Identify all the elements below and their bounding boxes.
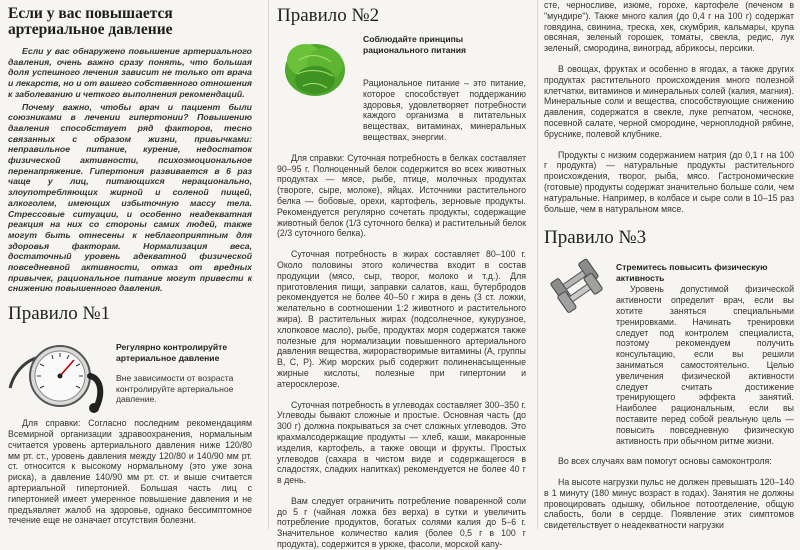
rule-1-body: Для справки: Согласно последним рекомендациям Всемирной организации здравоохранения, нормальным считается уровень артериального давления ниже 120/80 мм рт. ст., уровень давления между 120/80 и 140/90 мм рт. ст. относится к высокому нормальному (это уже зона риска), а давление 140/90 мм рт. ст. и выше считается артериальной гипертонией. Большая часть лиц с гипертонией имеет умеренное повышение давления и не предъявляет жалоб на здоровье, однако бессимптомное течение еще не означает отсутствия болезни. [8,418,252,526]
intro-paragraph-1: Если у вас обнаружено повышение артериального давления, очень важно сразу понять, что большая доля успешного лечения зависит не только от врача и лекарств, но и от вашего собственного отношения к заболеванию и четкого выполнения рекомендаций. [8,46,252,99]
page-title: Если у вас повышается артериальное давление [8,5,173,38]
rule-1-title: Правило №1 [8,303,111,325]
self-control-paragraph: Во всех случаях вам помогут основы самоконтроля: [558,456,772,467]
rule-2-title: Правило №2 [277,5,380,26]
salt-paragraph: Вам следует ограничить потребление поваренной соли до 5 г (чайная ложка без верха) в сутки и увеличить потребление продуктов, богатых солями калия до 5–6 г. Значительное количество калия (более 0,5 г в 100 г продукта), содержится в урюке, фасоли, морской капу- [277,495,526,550]
lettuce-icon [277,30,353,104]
rule-3-body: Уровень допустимой физической активности определит врач, если вы хотите заняться специальными тренировками. Начинать тренировки следует под контролем специалиста, поэтому рекомендуем получить консультацию, если вы решили заниматься самостоятельно. Целью увеличения физической активности следует считать достижение тренирующего эффекта занятий. Наиболее рациональным, если вы поставите перед собой реальную цель — повысить повседневную физическую активность при обычном ритме жизни. [616,284,794,446]
rule-1-subtext: Вне зависимости от возраста контролируйте артериальное давление. [116,373,234,405]
dumbbells-icon [544,250,610,314]
fat-paragraph: Суточная потребность в жирах составляет 80–100 г. Около половины этого количества входит в состав продукции (мясо, сыр, творог, молоко и т.д.). Для приготовления пищи, заправки салатов, каш, бутербродов рекомендуется не более 40–50 г жира в день (3 ст. ложки, желательно в соотношении 1:2 животного и растительного жира). В растительных жирах (подсолнечное, кукурузное, хлопковое масло), рыбе, продуктах моря содержатся также полезные для нормализации повышенного артериального давления вещества, жирорастворимые витамины (А, группы В, С, Р). Жир морских рыб содержит полиненасыщенные жирные кислоты, полезные при гипертонии и атеросклерозе. [277,249,526,389]
carbohydrate-paragraph: Суточная потребность в углеводах составляет 300–350 г. Углеводы бывают сложные и простые. Основная часть (до 300 г) должна покрываться за счет сложных углеводов. Это крахмалсодержащие продукты — хлеб, каши, макаронные изделия, картофель, а также овощи и фрукты. Простых углеводов (сахара в чистом виде и содержащегося в сладостях, сладких напитках) рекомендуется не более 40 г в день. [277,399,526,486]
intro-paragraph-2: Почему важно, чтобы врач и пациент были союзниками в лечении гипертонии? Повышению давления способствует ряд факторов, тесно связанных с образом жизни, привычками: неправильное питание, курение, недостаток физической активности, психоэмоциональное перенапряжение. Гипертония развивается в 6 раз чаще у лиц, питающихся нерационально, злоупотребляющих жирной и соленой пищей, алкоголем, имеющих избыточную массу тела. Стрессовые ситуации, и особенно неадекватная реакция на них со стороны самих людей, также могут быть отнесены к неблагоприятным для здоровья факторам. Нормализация веса, достаточный уровень адекватной физической повседневной активности, отказ от вредных привычек, рациональное питание могут привести к снижению повышенного давления. [8,101,252,294]
column-3 [537,0,800,529]
low-sodium-paragraph: Продукты с низким содержанием натрия (до 0,1 г на 100 г продукта) — натуральные продукты растительного происхождения, творог, рыба, мясо. Гастрономические (готовые) продукты содержат значительно больше соли, чем натуральные. Например, в колбасе и сыре соли в 10–15 раз больше, чем в натуральном мясе. [544,149,794,214]
rule-2-heading: Соблюдайте принципы рационального питания [363,34,467,55]
protein-paragraph: Для справки: Суточная потребность в белках составляет 90–95 г. Полноценный белок содержится во всех животных продуктах — мясе, рыбе, птице, молочных продуктах (твороге, сыре, молоке), яйцах. Источники растительного белка — бобовые, орехи, картофель, зерновые продукты. Рекомендуется регулярно сочетать продукты, содержащие животный белок (1/3 суточного белка) и растительный белок (2/3 суточного белка). [277,152,526,239]
potassium-paragraph: сте, черносливе, изюме, горохе, картофеле (печеном в "мундире"). Также много калия (до 0,4 г на 100 г) содержат говядина, свинина, треска, хек, скумбрия, кальмары, крупа овсяная, зеленый горошек, томаты, свекла, редис, лук зеленый, смородина, виноград, абрикосы, персики. [544,0,794,54]
tonometer-icon [8,328,112,414]
column-1 [0,0,260,529]
rule-3-title: Правило №3 [544,227,647,249]
vegetables-paragraph: В овощах, фруктах и особенно в ягодах, а также других продуктах растительного происхождения много полезной клетчатки, витаминов и минеральных солей (калия, магния). Минеральные соли и вещества, способствующие снижению давления, содержатся в свекле, луке репчатом, чесноке, посевной салате, черной смородине, черноплодной рябине, бруснике, полевой клубнике. [544,63,794,139]
rule-1-heading: Регулярно контролируйте артериальное давление [116,342,228,363]
rule-2-intro: Рациональное питание – это питание, которое способствует поддержанию здоровья, удовлетворяет потребности каждого организма в питательных веществах, витаминах, минеральных веществах, энергии. [363,78,526,142]
rule-1-header [8,328,252,414]
pulse-paragraph: На высоте нагрузки пульс не должен превышать 120–140 в 1 минуту (180 минус возраст в годах). Занятия не должны провоцировать одышку, обильное потоотделение, общую слабость, боли в сердце. Появление этих симптомов свидетельствует о неадекватности нагрузки [544,477,794,531]
rule-3-heading: Стремитесь повысить физическую активность [616,262,768,283]
column-2 [268,0,530,550]
